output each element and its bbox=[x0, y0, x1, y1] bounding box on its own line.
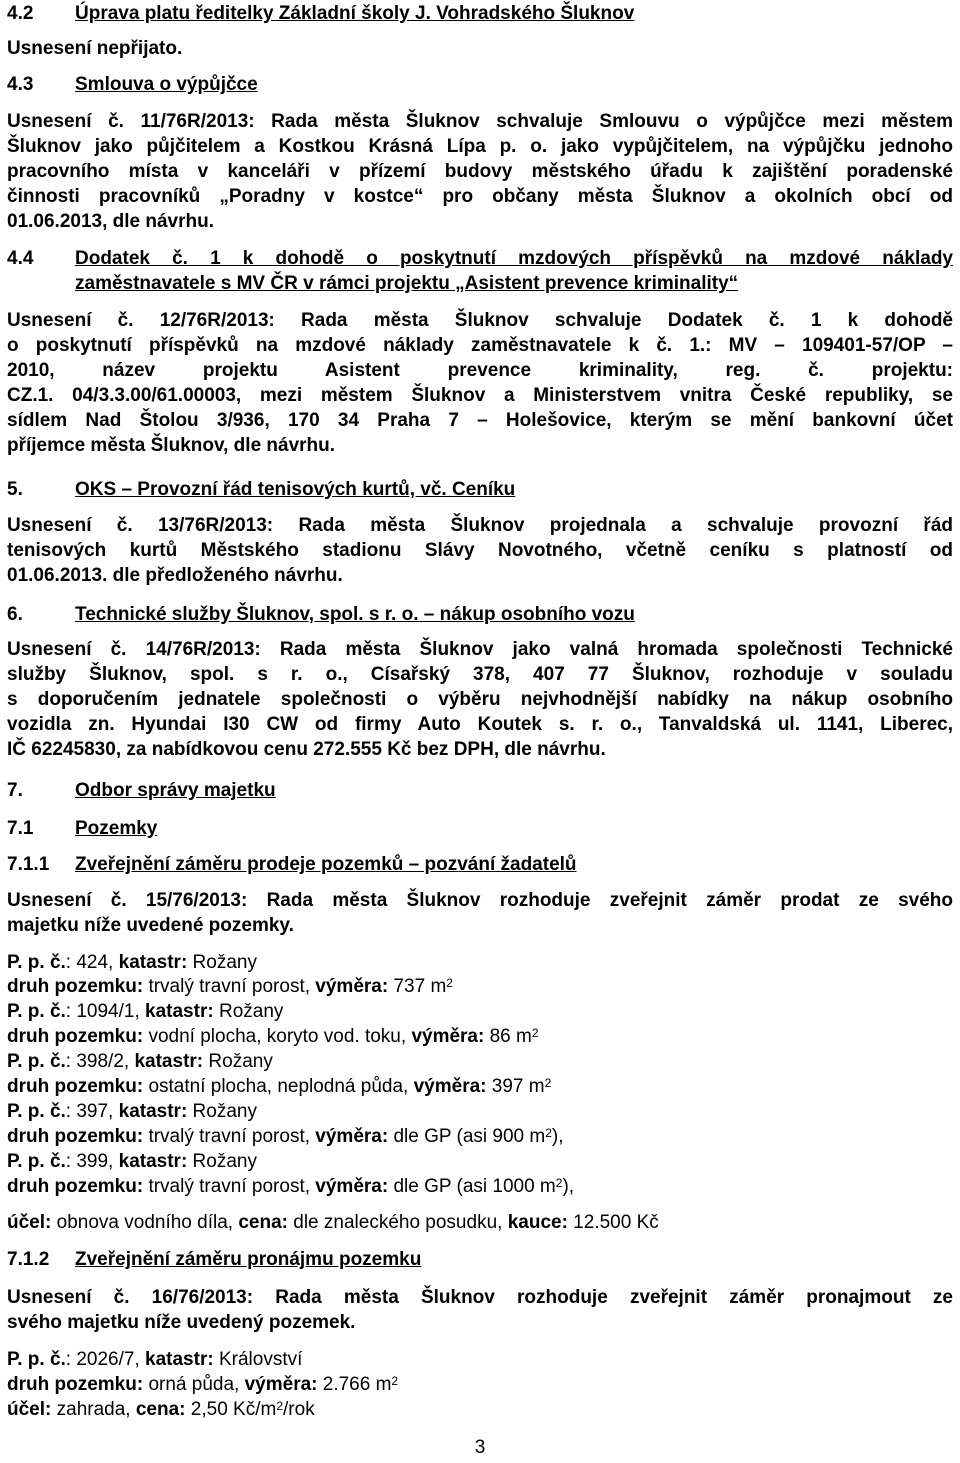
section-title: Zveřejnění záměru prodeje pozemků – pozvání žadatelů bbox=[75, 854, 577, 875]
section-number: 7.1.1 bbox=[7, 854, 50, 875]
section-number: 5. bbox=[7, 479, 23, 500]
resolution-line: služby Šluknov, spol. s r. o., Císařský 378, 407 77 Šluknov, rozhoduje v souladu bbox=[7, 664, 953, 685]
section-title-line: zaměstnavatele s MV ČR v rámci projektu „Asistent prevence kriminality“ bbox=[75, 273, 739, 294]
resolution-line: Usnesení č. 11/76R/2013: Rada města Šluknov schvaluje Smlouvu o výpůjčce mezi městem bbox=[7, 111, 953, 132]
resolution-line: 01.06.2013. dle předloženého návrhu. bbox=[7, 565, 343, 586]
resolution-line: IČ 62245830, za nabídkovou cenu 272.555 Kč bez DPH, dle návrhu. bbox=[7, 739, 606, 760]
resolution-line: 01.06.2013, dle návrhu. bbox=[7, 211, 215, 232]
parcel-number-line: P. p. č.: 397, katastr: Rožany bbox=[7, 1101, 257, 1122]
section-title: Odbor správy majetku bbox=[75, 780, 276, 801]
resolution-line: CZ.1. 04/3.3.00/61.00003, mezi městem Šluknov a Ministerstvem vnitra České republiky, se bbox=[7, 385, 953, 406]
resolution-line: tenisových kurtů Městského stadionu Slávy Novotného, včetně ceníku s platností od bbox=[7, 540, 953, 561]
resolution-line: Usnesení č. 12/76R/2013: Rada města Šluknov schvaluje Dodatek č. 1 k dohodě bbox=[7, 310, 953, 331]
section-title: Technické služby Šluknov, spol. s r. o. – nákup osobního vozu bbox=[75, 604, 635, 625]
resolution-line: činnosti pracovníků „Poradny v kostce“ pro občany města Šluknov a okolních obcí od bbox=[7, 186, 953, 207]
parcel-type-line: druh pozemku: trvalý travní porost, výměra: 737 $m^2$ bbox=[7, 976, 453, 997]
resolution-line: svého majetku níže uvedený pozemek. bbox=[7, 1312, 356, 1333]
section-number: 7.1.2 bbox=[7, 1249, 50, 1270]
parcel-type-line: druh pozemku: trvalý travní porost, výměra: dle GP (asi 1000 $m^2$), bbox=[7, 1176, 575, 1197]
section-number: 6. bbox=[7, 604, 23, 625]
parcel-number-line: P. p. č.: 399, katastr: Rožany bbox=[7, 1151, 257, 1172]
resolution-line: Usnesení č. 14/76R/2013: Rada města Šluknov jako valná hromada společnosti Technické bbox=[7, 639, 953, 660]
resolution-line: sídlem Nad Štolou 3/936, 170 34 Praha 7 – Holešovice, kterým se mění bankovní účet bbox=[7, 410, 953, 431]
section-number: 4.3 bbox=[7, 74, 34, 95]
section-number: 7. bbox=[7, 780, 23, 801]
parcel-number-line: P. p. č.: 424, katastr: Rožany bbox=[7, 952, 257, 973]
section-title: Pozemky bbox=[75, 818, 158, 839]
parcel-type-line: druh pozemku: trvalý travní porost, výměra: dle GP (asi 900 $m^2$), bbox=[7, 1126, 564, 1147]
parcel-number-line: P. p. č.: 398/2, katastr: Rožany bbox=[7, 1051, 273, 1072]
parcel-type-line: druh pozemku: vodní plocha, koryto vod. toku, výměra: 86 $m^2$ bbox=[7, 1026, 539, 1047]
section-title: Smlouva o výpůjčce bbox=[75, 74, 258, 95]
resolution-line: s doporučením jednatele společnosti o výběru nejvhodnější nabídky na nákup osobního bbox=[7, 689, 953, 710]
page-number: 3 bbox=[474, 1437, 486, 1458]
section-title-line: Dodatek č. 1 k dohodě o poskytnutí mzdových příspěvků na mzdové náklady bbox=[75, 248, 953, 269]
section-number: 7.1 bbox=[7, 818, 34, 839]
parcel-number-line: P. p. č.: 2026/7, katastr: Království bbox=[7, 1349, 303, 1370]
resolution-line: Usnesení č. 16/76/2013: Rada města Šluknov rozhoduje zveřejnit záměr pronajmout ze bbox=[7, 1287, 953, 1308]
resolution-line: Šluknov jako půjčitelem a Kostkou Krásná Lípa p. o. jako vypůjčitelem, na výpůjčku jednoho bbox=[7, 136, 953, 157]
parcel-number-line: P. p. č.: 1094/1, katastr: Rožany bbox=[7, 1001, 284, 1022]
section-title: Zveřejnění záměru pronájmu pozemku bbox=[75, 1249, 422, 1270]
resolution-line: o poskytnutí příspěvků na mzdové náklady zaměstnavatele k č. 1.: MV – 109401-57/OP – bbox=[7, 335, 953, 356]
resolution-text: Usnesení nepřijato. bbox=[7, 38, 183, 59]
resolution-line: příjemce města Šluknov, dle návrhu. bbox=[7, 435, 336, 456]
resolution-line: 2010, název projektu Asistent prevence kriminality, reg. č. projektu: bbox=[7, 360, 953, 381]
section-title: Úprava platu ředitelky Základní školy J. Vohradského Šluknov bbox=[75, 3, 635, 24]
parcel-type-line: druh pozemku: ostatní plocha, neplodná půda, výměra: 397 $m^2$ bbox=[7, 1076, 552, 1097]
section-number: 4.2 bbox=[7, 3, 34, 24]
resolution-line: vozidla zn. Hyundai I30 CW od firmy Auto Koutek s. r. o., Tanvaldská ul. 1141, Liberec, bbox=[7, 714, 953, 735]
resolution-line: pracovního místa v kanceláři v přízemí budovy městského úřadu k zajištění poradenské bbox=[7, 161, 953, 182]
section-title: OKS – Provozní řád tenisových kurtů, vč. Ceníku bbox=[75, 479, 516, 500]
resolution-line: Usnesení č. 15/76/2013: Rada města Šluknov rozhoduje zveřejnit záměr prodat ze svého bbox=[7, 890, 953, 911]
resolution-line: majetku níže uvedené pozemky. bbox=[7, 915, 294, 936]
resolution-line: Usnesení č. 13/76R/2013: Rada města Šluknov projednala a schvaluje provozní řád bbox=[7, 515, 953, 536]
usage-line: účel: zahrada, cena: 2,50 $Kč/m^2$/rok bbox=[7, 1399, 315, 1420]
section-number: 4.4 bbox=[7, 248, 34, 269]
usage-line: účel: obnova vodního díla, cena: dle znaleckého posudku, kauce: 12.500 Kč bbox=[7, 1212, 659, 1233]
parcel-type-line: druh pozemku: orná půda, výměra: 2.766 $m^2$ bbox=[7, 1374, 399, 1395]
